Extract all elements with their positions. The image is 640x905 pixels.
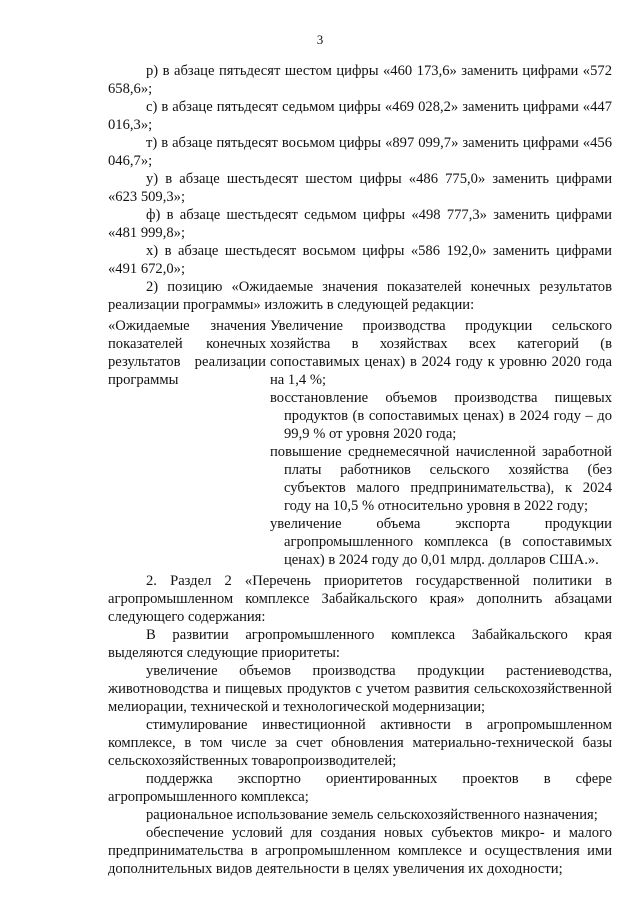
item-f: ф) в абзаце шестьдесят седьмом цифры «498 777,3» заменить цифрами «481 999,8»; xyxy=(108,207,612,241)
expected-results-table xyxy=(108,317,612,569)
item-r: р) в абзаце пятьдесят шестом цифры «460 173,6» заменить цифрами «572 658,6»; xyxy=(108,63,612,97)
table-value-3: повышение среднемесячной начисленной заработной платы работников сельского хозяйства (без субъектов малого предпринимательства), к 2024 году на 10,5 % относительно уровня в 2022 году; xyxy=(270,444,612,514)
table-left-cell: «Ожидаемые значения показателей конечных результатов реализации программы xyxy=(108,318,266,388)
document-body xyxy=(108,62,612,878)
priority-4: рациональное использование земель сельскохозяйственного назначения; xyxy=(146,807,598,823)
table-right-cell xyxy=(270,317,612,569)
table-value-2: восстановление объемов производства пищевых продуктов (в сопоставимых ценах) в 2024 году – до 99,9 % от уровня 2020 года; xyxy=(270,390,612,442)
item-kh: х) в абзаце шестьдесят восьмом цифры «586 192,0» заменить цифрами «491 672,0»; xyxy=(108,243,612,277)
item-t: т) в абзаце пятьдесят восьмом цифры «897 099,7» заменить цифрами «456 046,7»; xyxy=(108,135,612,169)
priority-5: обеспечение условий для создания новых субъектов микро- и малого предпринимательства в агропромышленном комплексе и осуществления ими дополнительных видов деятельности в целях увеличения их доходности; xyxy=(108,825,612,877)
table-value-4: увеличение объема экспорта продукции агропромышленного комплекса (в сопоставимых ценах) в 2024 году до 0,01 млрд. долларов США.». xyxy=(270,516,612,568)
item-2-position: 2) позицию «Ожидаемые значения показателей конечных результатов реализации программы» изложить в следующей редакции: xyxy=(108,279,612,313)
page-number: 3 xyxy=(316,32,324,47)
item-u: у) в абзаце шестьдесят шестом цифры «486 775,0» заменить цифрами «623 509,3»; xyxy=(108,171,612,205)
priority-1: увеличение объемов производства продукции растениеводства, животноводства и пищевых продуктов с учетом развития сельскохозяйственной мелиорации, технической и технологической модернизации; xyxy=(108,663,612,715)
section-2-amendment: 2. Раздел 2 «Перечень приоритетов государственной политики в агропромышленном комплексе Забайкальского края» дополнить абзацами следующего содержания: xyxy=(108,573,612,625)
table-value-1: Увеличение производства продукции сельского хозяйства в хозяйствах всех категорий (в сопоставимых ценах) в 2024 году к уровню 2020 года на 1,4 %; xyxy=(270,318,612,388)
priorities-intro: В развитии агропромышленного комплекса Забайкальского края выделяются следующие приоритеты: xyxy=(108,627,612,661)
priority-2: стимулирование инвестиционной активности в агропромышленном комплексе, в том числе за счет обновления материально-технической базы сельскохозяйственных товаропроизводителей; xyxy=(108,717,612,769)
priority-3: поддержка экспортно ориентированных проектов в сфере агропромышленного комплекса; xyxy=(108,771,612,805)
item-s: с) в абзаце пятьдесят седьмом цифры «469 028,2» заменить цифрами «447 016,3»; xyxy=(108,99,612,133)
